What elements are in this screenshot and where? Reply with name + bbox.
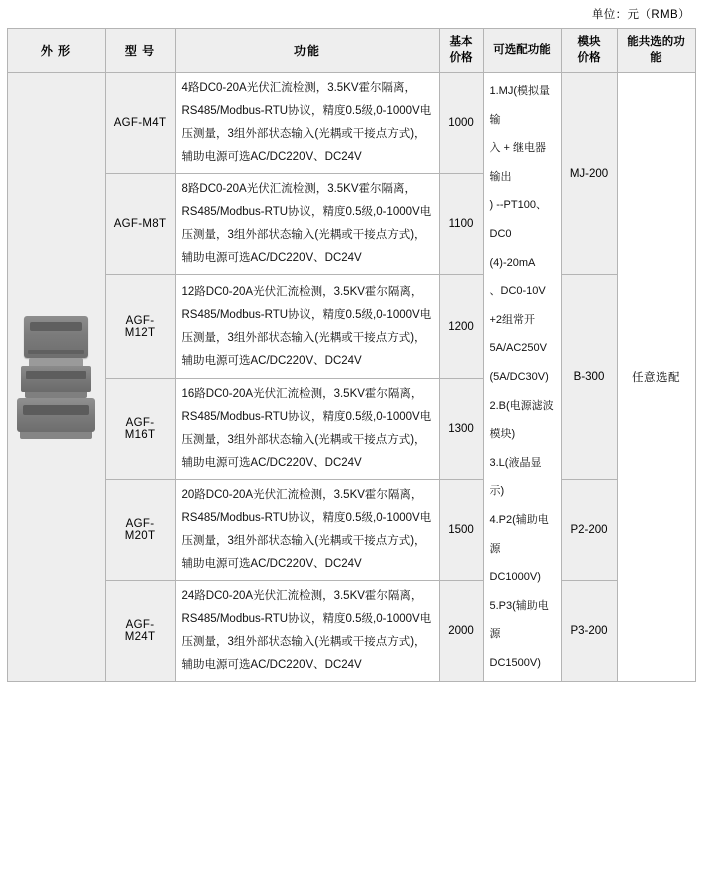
column-header-model: 型 号 <box>105 29 175 73</box>
model-cell: AGF-M20T <box>105 480 175 581</box>
module-price-line-1: 模块 <box>577 35 601 48</box>
base-price-cell: 1300 <box>439 379 483 480</box>
optional-line: 2.B(电源滤波模块) <box>489 399 554 441</box>
table-row <box>7 73 695 174</box>
optional-line: +2组常开 <box>489 313 536 326</box>
optional-line: 5.P3(辅助电源 <box>489 599 549 641</box>
model-cell: AGF-M8T <box>105 174 175 275</box>
base-price-cell: 1000 <box>439 73 483 174</box>
module-price-cell: B-300 <box>561 275 617 480</box>
optional-line: DC0 (4)-20mA <box>489 227 536 269</box>
function-cell: 8路DC0-20A光伏汇流检测，3.5KV霍尔隔离，RS485/Modbus-RTU协议，精度0.5级,0-1000V电压测量，3组外部状态输入(光耦或干接点方式)，辅助电源可选AC/DC220V、DC24V <box>175 174 439 275</box>
function-cell: 16路DC0-20A光伏汇流检测，3.5KV霍尔隔离，RS485/Modbus-RTU协议，精度0.5级,0-1000V电压测量，3组外部状态输入(光耦或干接点方式)，辅助电源可选AC/DC220V、DC24V <box>175 379 439 480</box>
table-row <box>7 480 695 581</box>
table-row <box>7 275 695 379</box>
shared-function-cell: 任意选配 <box>617 73 695 682</box>
base-price-cell: 1500 <box>439 480 483 581</box>
base-price-line-2: 价格 <box>449 51 473 64</box>
function-cell: 24路DC0-20A光伏汇流检测，3.5KV霍尔隔离，RS485/Modbus-RTU协议，精度0.5级,0-1000V电压测量，3组外部状态输入(光耦或干接点方式)，辅助电源可选AC/DC220V、DC24V <box>175 581 439 682</box>
device-side-view-icon <box>17 398 95 439</box>
column-header-module-price <box>561 29 617 73</box>
model-cell: AGF-M12T <box>105 275 175 379</box>
unit-note: 单位：元（RMB） <box>591 9 690 21</box>
optional-line: ) --PT100、 <box>489 199 547 212</box>
column-header-function: 功能 <box>175 29 439 73</box>
column-header-shared-function: 能共选的功能 <box>617 29 695 73</box>
table-header <box>7 29 695 73</box>
optional-line: 4.P2(辅助电源 <box>489 513 549 555</box>
table-row <box>7 581 695 682</box>
function-cell: 4路DC0-20A光伏汇流检测，3.5KV霍尔隔离，RS485/Modbus-RTU协议，精度0.5级,0-1000V电压测量，3组外部状态输入(光耦或干接点方式)，辅助电源可选AC/DC220V、DC24V <box>175 73 439 174</box>
model-cell: AGF-M24T <box>105 581 175 682</box>
module-price-line-2: 价格 <box>577 51 601 64</box>
specification-table <box>7 28 696 682</box>
optional-line: 、DC0-10V <box>489 285 546 298</box>
column-header-shape: 外 形 <box>7 29 105 73</box>
optional-line: 入 + 继电器输出 <box>489 142 547 183</box>
module-price-cell: P2-200 <box>561 480 617 581</box>
base-price-line-1: 基本 <box>449 35 473 48</box>
device-front-view-icon <box>21 358 91 398</box>
optional-line: DC1500V) <box>489 656 541 669</box>
column-header-base-price <box>439 29 483 73</box>
model-cell: AGF-M16T <box>105 379 175 480</box>
product-shape-images <box>7 73 105 682</box>
column-header-optional-function: 可选配功能 <box>483 29 561 73</box>
module-price-cell: MJ-200 <box>561 73 617 275</box>
optional-function-cell <box>483 73 561 682</box>
function-cell: 12路DC0-20A光伏汇流检测，3.5KV霍尔隔离，RS485/Modbus-RTU协议，精度0.5级,0-1000V电压测量，3组外部状态输入(光耦或干接点方式)，辅助电源可选AC/DC220V、DC24V <box>175 275 439 379</box>
base-price-cell: 1100 <box>439 174 483 275</box>
function-cell: 20路DC0-20A光伏汇流检测，3.5KV霍尔隔离，RS485/Modbus-RTU协议，精度0.5级,0-1000V电压测量，3组外部状态输入(光耦或干接点方式)，辅助电源可选AC/DC220V、DC24V <box>175 480 439 581</box>
optional-line: 3.L(液晶显示) <box>489 456 542 498</box>
table-header-row <box>7 29 695 73</box>
module-price-cell: P3-200 <box>561 581 617 682</box>
table-body <box>7 73 695 682</box>
optional-line: 1.MJ(模拟量输 <box>489 85 550 126</box>
optional-line: 5A/AC250V <box>489 342 547 355</box>
optional-line: (5A/DC30V) <box>489 370 549 383</box>
optional-line: DC1000V) <box>489 571 541 584</box>
device-top-view-icon <box>20 316 92 358</box>
model-cell: AGF-M4T <box>105 73 175 174</box>
base-price-cell: 1200 <box>439 275 483 379</box>
base-price-cell: 2000 <box>439 581 483 682</box>
